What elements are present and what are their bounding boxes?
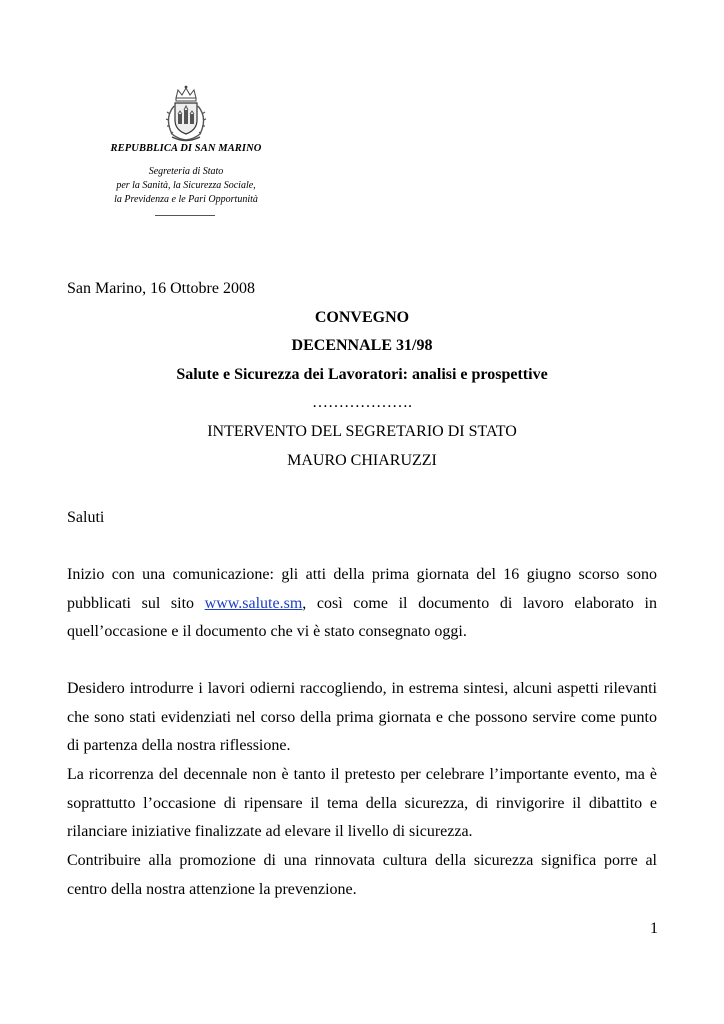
letterhead-line-3: la Previdenza e le Pari Opportunità bbox=[114, 194, 258, 205]
letterhead-line-1: Segreteria di Stato bbox=[148, 166, 224, 177]
greeting: Saluti bbox=[67, 509, 105, 526]
paragraph-1 bbox=[67, 561, 657, 647]
coat-of-arms-icon bbox=[158, 84, 214, 144]
paragraph-1-text-b: , così come il documento di lavoro elaborato in quell’occasione e il documento che vi è stato consegnato oggi. bbox=[67, 594, 657, 641]
date-line: San Marino, 16 Ottobre 2008 bbox=[67, 280, 255, 297]
speech-heading-line-2: MAURO CHIARUZZI bbox=[287, 452, 437, 469]
letterhead-title: REPUBBLICA DI SAN MARINO bbox=[110, 143, 262, 154]
dots-separator: ………………. bbox=[312, 394, 412, 411]
salute-website-link[interactable]: www.salute.sm bbox=[204, 594, 303, 612]
paragraph-1-text-a: Inizio con una comunicazione: gli atti della prima giornata del 16 giugno scorso sono pubblicati sul sito bbox=[67, 566, 657, 612]
speech-heading-line-1: INTERVENTO DEL SEGRETARIO DI STATO bbox=[207, 423, 517, 440]
letterhead-line-2: per la Sanità, la Sicurezza Sociale, bbox=[116, 180, 256, 191]
page-number: 1 bbox=[650, 920, 658, 937]
paragraph-4: Contribuire alla promozione di una rinnovata cultura della sicurezza significa porre al centro della nostra attenzione la prevenzione. bbox=[67, 852, 657, 898]
letterhead-divider bbox=[155, 215, 215, 216]
title-convegno: CONVEGNO bbox=[314, 309, 410, 326]
paragraph-2: Desidero introdurre i lavori odierni raccogliendo, in estrema sintesi, alcuni aspetti rilevanti che sono stati evidenziati nel corso della prima giornata e che possono servire come punto di partenza della nostra riflessione. bbox=[67, 680, 657, 755]
paragraph-3: La ricorrenza del decennale non è tanto il pretesto per celebrare l’importante evento, ma è soprattutto l’occasione di ripensare il tema della sicurezza, di rinvigorire il dibattito e rilanciare iniziative finalizzate ad elevare il livello di sicurezza. bbox=[67, 766, 657, 841]
title-decennale: DECENNALE 31/98 bbox=[291, 337, 433, 354]
subtitle: Salute e Sicurezza dei Lavoratori: analisi e prospettive bbox=[176, 366, 548, 383]
